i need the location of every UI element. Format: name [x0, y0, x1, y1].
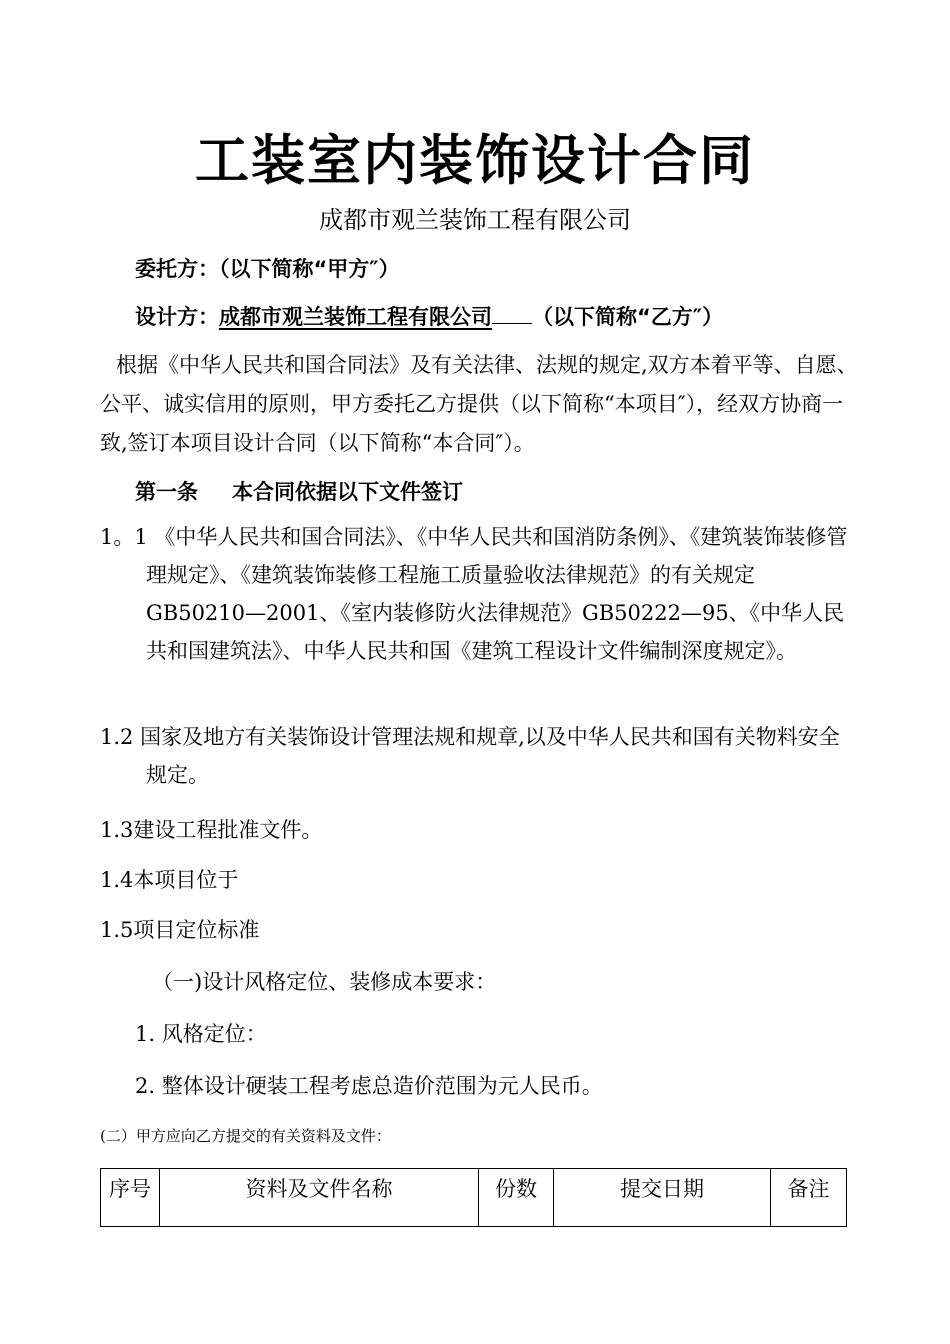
col-header-name: 资料及文件名称 — [160, 1169, 479, 1227]
clause-1-4: 1.4本项目位于 — [100, 868, 239, 892]
col-header-no: 序号 — [101, 1169, 160, 1227]
table-header-row — [101, 1169, 847, 1227]
documents-table — [100, 1168, 847, 1227]
subsection-1: （一)设计风格定位、装修成本要求： — [152, 970, 497, 994]
designer-line — [135, 301, 723, 331]
subsection-2: (二）甲方应向乙方提交的有关资料及文件： — [100, 1127, 391, 1145]
list-item-cost: 2. 整体设计硬装工程考虑总造价范围为元人民币。 — [135, 1074, 603, 1098]
designer-suffix: （以下简称“乙方″） — [532, 305, 724, 329]
designer-name-text: 成都市观兰装饰工程有限公司 — [219, 305, 492, 329]
company-subtitle: 成都市观兰装饰工程有限公司 — [319, 206, 631, 234]
article-title: 本合同依据以下文件签订 — [232, 480, 463, 504]
contract-title: 工装室内装饰设计合同 — [195, 129, 755, 192]
designer-name — [219, 305, 532, 329]
intro-paragraph: 根据《中华人民共和国合同法》及有关法律、法规的规定,双方本着平等、自愿、公平、诚实信用的原则，甲方委托乙方提供（以下简称“本项目″），经双方协商一致,签订本项目设计合同（以下简称“本合同″）。 — [100, 353, 858, 455]
list-item-style: 1. 风格定位： — [135, 1022, 267, 1046]
col-header-date: 提交日期 — [554, 1169, 771, 1227]
col-header-notes: 备注 — [771, 1169, 847, 1227]
article-1-heading — [135, 476, 463, 506]
col-header-copies: 份数 — [479, 1169, 554, 1227]
clause-1-3: 1.3建设工程批准文件。 — [100, 818, 323, 842]
clause-1-5: 1.5项目定位标准 — [100, 918, 260, 942]
underline-blank — [492, 303, 532, 324]
client-line: 委托方：（以下简称“甲方″） — [135, 257, 400, 281]
article-number: 第一条 — [135, 480, 198, 504]
clause-1-1: 1。1 《中华人民共和国合同法》、《中华人民共和国消防条例》、《建筑装饰装修管理规定》、《建筑装饰装修工程施工质量验收法律规范》的有关规定 GB50210—2001、《室内装修防火法律规范》GB50222—95、《中华人民共和国建筑法》、中华人民共和国《建筑工程设计文件编制深度规定》。 — [100, 525, 848, 663]
clause-1-2: 1.2 国家及地方有关装饰设计管理法规和规章,以及中华人民共和国有关物料安全规定。 — [100, 725, 840, 787]
designer-label: 设计方： — [135, 305, 219, 329]
